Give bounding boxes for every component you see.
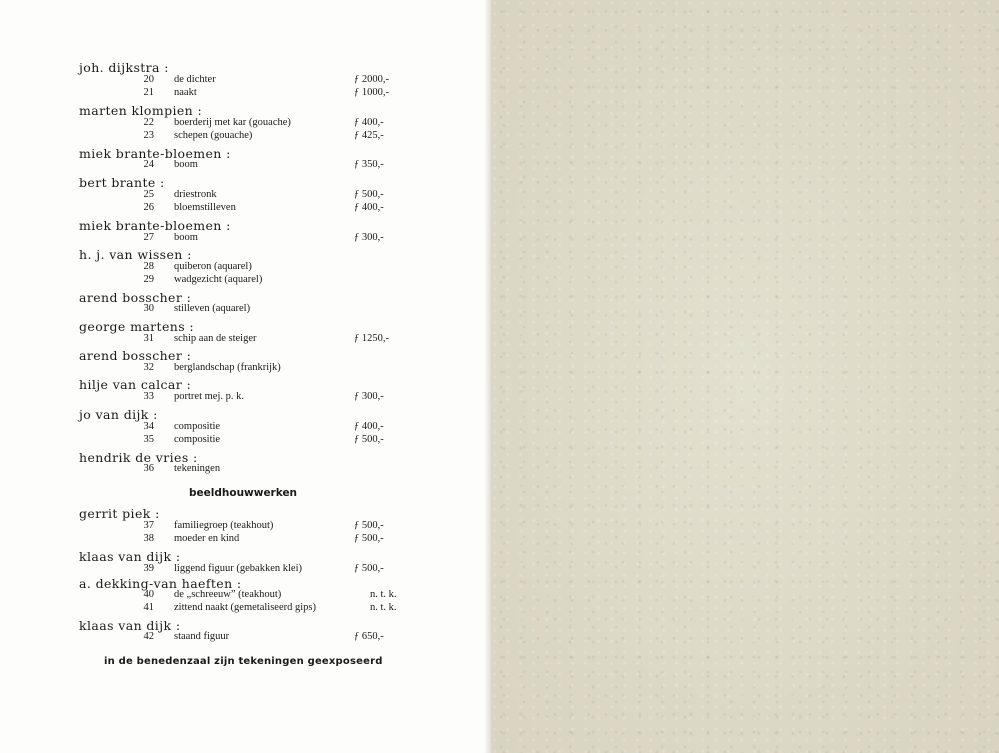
catalog-number: 39	[143, 563, 154, 574]
artist-name: miek brante-bloemen :	[79, 218, 231, 233]
artwork-price: ƒ 1250,-	[354, 333, 389, 344]
left-page	[0, 0, 489, 753]
catalog-number: 32	[143, 362, 154, 373]
catalog-number: 34	[143, 421, 154, 432]
catalog-number: 22	[143, 117, 154, 128]
artwork-title: compositie	[174, 434, 221, 445]
artwork-price: ƒ 500,-	[354, 533, 384, 544]
artist-name: h. j. van wissen :	[79, 247, 192, 262]
catalog-number: 21	[143, 87, 154, 98]
section-heading: beeldhouwwerken	[189, 487, 298, 499]
catalog-number: 36	[143, 463, 154, 474]
artwork-title: de dichter	[174, 74, 216, 85]
artist-name: arend bosscher :	[79, 290, 192, 305]
artwork-price: ƒ 500,-	[354, 189, 384, 200]
catalog-number: 25	[143, 189, 154, 200]
artwork-title: naakt	[174, 87, 197, 98]
artwork-title: quiberon (aquarel)	[174, 261, 252, 272]
artist-name: a. dekking-van haeften :	[79, 576, 242, 591]
catalog-number: 26	[143, 202, 154, 213]
artwork-title: staand figuur	[174, 631, 230, 642]
artwork-price: ƒ 400,-	[354, 202, 384, 213]
artwork-title: schepen (gouache)	[174, 130, 253, 141]
artwork-title: stilleven (aquarel)	[174, 303, 251, 314]
artwork-title: boom	[174, 159, 198, 170]
right-page-blank	[492, 0, 999, 753]
artist-name: klaas van dijk :	[79, 549, 181, 564]
catalog-number: 38	[143, 533, 154, 544]
artwork-price: n. t. k.	[370, 602, 397, 613]
catalog-number: 42	[143, 631, 154, 642]
artwork-price: n. t. k.	[370, 589, 397, 600]
artwork-title: zittend naakt (gemetaliseerd gips)	[174, 602, 316, 613]
artist-name: arend bosscher :	[79, 348, 192, 363]
artwork-title: boom	[174, 232, 198, 243]
catalog-number: 29	[143, 274, 154, 285]
artwork-title: compositie	[174, 421, 221, 432]
artwork-price: ƒ 400,-	[354, 421, 384, 432]
artwork-price: ƒ 400,-	[354, 117, 384, 128]
artwork-price: ƒ 500,-	[354, 434, 384, 445]
artwork-title: bloemstilleven	[174, 202, 236, 213]
artist-name: jo van dijk :	[79, 407, 158, 422]
artwork-price: ƒ 300,-	[354, 391, 384, 402]
catalog-number: 23	[143, 130, 154, 141]
catalog-number: 35	[143, 434, 154, 445]
artwork-title: wadgezicht (aquarel)	[174, 274, 263, 285]
artwork-price: ƒ 2000,-	[354, 74, 389, 85]
catalog-number: 20	[143, 74, 154, 85]
catalog-number: 33	[143, 391, 154, 402]
catalog-number: 41	[143, 602, 154, 613]
artwork-title: moeder en kind	[174, 533, 240, 544]
artwork-title: portret mej. p. k.	[174, 391, 244, 402]
catalog-number: 24	[143, 159, 154, 170]
artwork-title: tekeningen	[174, 463, 221, 474]
artwork-price: ƒ 650,-	[354, 631, 384, 642]
artist-name: george martens :	[79, 319, 195, 334]
artwork-title: de „schreeuw” (teakhout)	[174, 589, 282, 600]
artist-name: gerrit piek :	[79, 506, 160, 521]
artist-name: klaas van dijk :	[79, 618, 181, 633]
artwork-title: boerderij met kar (gouache)	[174, 117, 291, 128]
footer-note: in de benedenzaal zijn tekeningen geexposeerd	[104, 656, 383, 667]
artwork-price: ƒ 425,-	[354, 130, 384, 141]
artwork-title: familiegroep (teakhout)	[174, 520, 274, 531]
artwork-title: liggend figuur (gebakken klei)	[174, 563, 302, 574]
artist-name: hilje van calcar :	[79, 377, 192, 392]
artwork-title: schip aan de steiger	[174, 333, 257, 344]
artwork-price: ƒ 1000,-	[354, 87, 389, 98]
artist-name: joh. dijkstra :	[79, 60, 169, 75]
catalog-number: 30	[143, 303, 154, 314]
artwork-price: ƒ 500,-	[354, 520, 384, 531]
catalog-number: 37	[143, 520, 154, 531]
catalog-number: 28	[143, 261, 154, 272]
artwork-price: ƒ 300,-	[354, 232, 384, 243]
artist-name: marten klompien :	[79, 103, 203, 118]
artwork-price: ƒ 350,-	[354, 159, 384, 170]
artist-name: miek brante-bloemen :	[79, 146, 231, 161]
artwork-price: ƒ 500,-	[354, 563, 384, 574]
catalog-number: 27	[143, 232, 154, 243]
artwork-title: driestronk	[174, 189, 217, 200]
artist-name: bert brante :	[79, 175, 165, 190]
catalog-number: 40	[143, 589, 154, 600]
catalog-number: 31	[143, 333, 154, 344]
artwork-title: berglandschap (frankrijk)	[174, 362, 281, 373]
artist-name: hendrik de vries :	[79, 450, 198, 465]
catalog-list	[0, 0, 489, 753]
